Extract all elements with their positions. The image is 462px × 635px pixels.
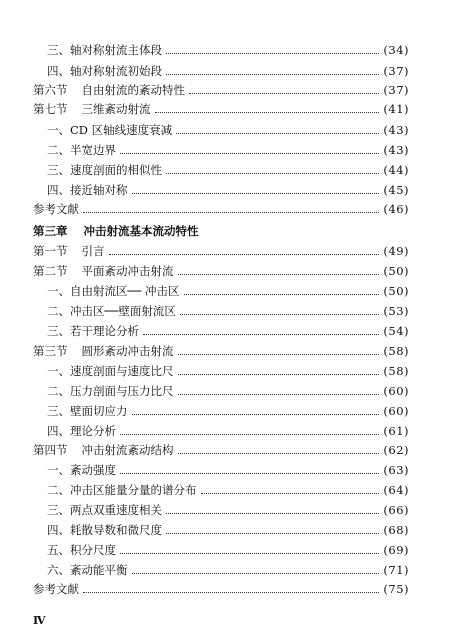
- toc-entry-label: 二、冲击区能量分量的谱分布: [47, 483, 197, 497]
- toc-entry: [47, 361, 409, 381]
- toc-entry: [47, 460, 409, 480]
- toc-leader-dots: [143, 334, 379, 335]
- toc-entry-page: (75): [383, 582, 409, 596]
- toc-entry: [47, 381, 409, 401]
- toc-section-number: 第三节: [33, 344, 68, 358]
- toc-chapter-heading: [33, 221, 409, 241]
- toc-leader-dots: [120, 553, 379, 554]
- toc-entry: [47, 520, 409, 540]
- toc-entry-page: (68): [383, 523, 409, 537]
- toc-leader-dots: [166, 74, 379, 75]
- toc-section-number: 第二节: [33, 264, 68, 278]
- toc-entry-label: 一、CD 区轴线速度衰减: [47, 123, 173, 137]
- toc-entry-page: (69): [383, 543, 409, 557]
- toc-entry-page: (54): [383, 324, 409, 338]
- toc-entry-page: (45): [383, 183, 409, 197]
- toc-section-entry: [33, 261, 409, 281]
- toc-entry: [47, 560, 409, 580]
- toc-entry-page: (64): [383, 483, 409, 497]
- toc-chapter-title: 冲击射流基本流动特性: [83, 224, 199, 238]
- toc-entry-label: 四、接近轴对称: [47, 183, 128, 197]
- toc-entry: [47, 301, 409, 321]
- toc-entry-page: (66): [383, 503, 409, 517]
- toc-entry-label: 冲击射流紊动结构: [81, 443, 174, 457]
- toc-entry-page: (41): [383, 102, 409, 116]
- toc-entry-label: 参考文献: [33, 202, 79, 216]
- toc-entry-label: 三、壁面切应力: [47, 404, 128, 418]
- toc-section-entry: [33, 241, 409, 261]
- toc-entry-page: (61): [383, 424, 409, 438]
- toc-leader-dots: [120, 473, 379, 474]
- toc-entry: [47, 421, 409, 441]
- toc-entry-page: (34): [383, 43, 409, 57]
- toc-section-number: 第四节: [33, 443, 68, 457]
- toc-section-number: 第六节: [33, 83, 68, 97]
- toc-entry: [47, 401, 409, 421]
- toc-entry-page: (60): [383, 404, 409, 418]
- toc-leader-dots: [132, 193, 380, 194]
- toc-entry: [47, 140, 409, 160]
- toc-leader-dots: [155, 112, 380, 113]
- toc-entry-label: 三维紊动射流: [81, 102, 151, 116]
- toc-leader-dots: [184, 294, 380, 295]
- toc-leader-dots: [83, 592, 379, 593]
- toc-entry: [47, 480, 409, 500]
- toc-entry-page: (60): [383, 384, 409, 398]
- toc-leader-dots: [132, 414, 380, 415]
- toc-entry-label: 平面紊动冲击射流: [81, 264, 174, 278]
- toc-leader-dots: [201, 493, 380, 494]
- toc-entry-label: 三、两点双重速度相关: [47, 503, 162, 517]
- toc-section-entry: [33, 440, 409, 460]
- toc-entry-label: 二、半宽边界: [47, 143, 116, 157]
- toc-entry-label: 四、耗散导数和微尺度: [47, 523, 162, 537]
- toc-entry-page: (71): [383, 563, 409, 577]
- toc-entry-page: (37): [383, 64, 409, 78]
- toc-leader-dots: [166, 533, 379, 534]
- toc-entry-label: 自由射流的紊动特性: [81, 83, 185, 97]
- toc-leader-dots: [178, 354, 380, 355]
- toc-entry-label: 三、速度剖面的相似性: [47, 163, 162, 177]
- toc-entry-label: 六、紊动能平衡: [47, 563, 128, 577]
- toc-entry-label: 四、理论分析: [47, 424, 116, 438]
- toc-section-number: 第一节: [33, 244, 68, 258]
- toc-entry: [47, 180, 409, 200]
- toc-references-entry: [33, 579, 409, 599]
- toc-entry-label: 二、压力剖面与压力比尺: [47, 384, 174, 398]
- toc-entry-label: 二、冲击区──壁面射流区: [47, 304, 176, 318]
- toc-entry-label: 三、轴对称射流主体段: [47, 43, 162, 57]
- toc-section-entry: [33, 341, 409, 361]
- toc-leader-dots: [83, 212, 379, 213]
- toc-entry: [47, 500, 409, 520]
- toc-entry-label: 三、若干理论分析: [47, 324, 139, 338]
- toc-leader-dots: [166, 173, 379, 174]
- toc-entry-page: (58): [383, 344, 409, 358]
- toc-leader-dots: [176, 133, 379, 134]
- toc-entry: [47, 61, 409, 81]
- toc-entry: [47, 281, 409, 301]
- toc-section-number: 第七节: [33, 102, 68, 116]
- toc-entry-page: (43): [383, 123, 409, 137]
- toc-leader-dots: [132, 573, 380, 574]
- toc-entry: [47, 40, 409, 60]
- toc-entry: [47, 540, 409, 560]
- toc-leader-dots: [120, 434, 379, 435]
- toc-entry-page: (46): [383, 202, 409, 216]
- toc-entry-page: (58): [383, 364, 409, 378]
- toc-entry-page: (43): [383, 143, 409, 157]
- toc-leader-dots: [189, 93, 379, 94]
- toc-references-entry: [33, 199, 409, 219]
- toc-entry-page: (62): [383, 443, 409, 457]
- toc-entry-label: 参考文献: [33, 582, 79, 596]
- toc-leader-dots: [166, 513, 379, 514]
- toc-leader-dots: [178, 274, 380, 275]
- toc-entry-label: 引言: [81, 244, 105, 258]
- toc-section-entry: [33, 99, 409, 119]
- toc-leader-dots: [178, 394, 380, 395]
- toc-leader-dots: [166, 53, 379, 54]
- toc-entry-label: 五、积分尺度: [47, 543, 116, 557]
- toc-leader-dots: [178, 453, 380, 454]
- toc-entry-page: (50): [383, 264, 409, 278]
- toc-entry-label: 一、自由射流区── 冲击区: [47, 284, 180, 298]
- toc-leader-dots: [120, 153, 379, 154]
- page-folio: Ⅳ: [33, 614, 46, 627]
- toc-entry: [47, 120, 409, 140]
- toc-section-entry: [33, 80, 409, 100]
- toc-entry-label: 四、轴对称射流初始段: [47, 64, 162, 78]
- toc-entry-page: (44): [383, 163, 409, 177]
- toc-entry-label: 一、速度剖面与速度比尺: [47, 364, 174, 378]
- toc-entry-page: (53): [383, 304, 409, 318]
- toc-entry-page: (37): [383, 83, 409, 97]
- toc-entry: [47, 321, 409, 341]
- toc-entry-label: 圆形紊动冲击射流: [81, 344, 174, 358]
- toc-entry-label: 一、紊动强度: [47, 463, 116, 477]
- toc-entry: [47, 160, 409, 180]
- toc-leader-dots: [178, 374, 380, 375]
- toc-leader-dots: [109, 254, 380, 255]
- toc-chapter-number: 第三章: [33, 224, 68, 238]
- toc-entry-page: (50): [383, 284, 409, 298]
- toc-entry-page: (63): [383, 463, 409, 477]
- toc-entry-page: (49): [383, 244, 409, 258]
- toc-leader-dots: [180, 314, 380, 315]
